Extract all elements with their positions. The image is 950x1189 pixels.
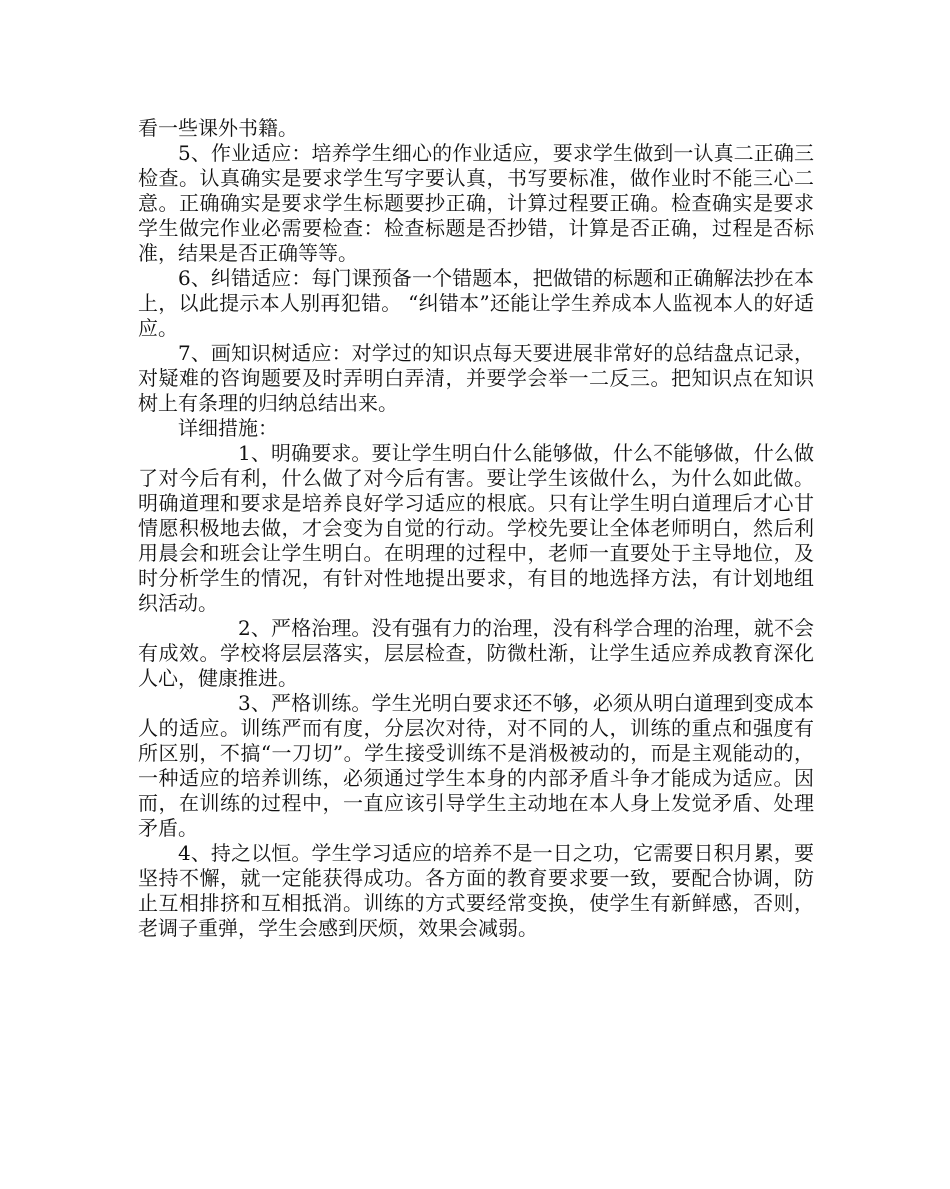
section-heading-measures: 详细措施： <box>178 416 278 440</box>
paragraph-knowledge-tree-habit: 7、画知识树适应：对学过的知识点每天要进展非常好的总结盘点记录，对疑难的咨询题要及时弄明白弄清，并要学会举一二反三。把知识点在知识树上有条理的归纳总结出来。 <box>138 341 814 415</box>
document-body <box>138 116 814 941</box>
paragraph-clear-requirements: 1、明确要求。要让学生明白什么能够做，什么不能够做，什么做了对今后有利，什么做了对今后有害。要让学生该做什么，为什么如此做。明确道理和要求是培养良好学习适应的根底。只有让学生明白道理后才心甘情愿积极地去做，才会变为自觉的行动。学校先要让全体老师明白，然后利用晨会和班会让学生明白。在明理的过程中，老师一直要处于主导地位，及时分析学生的情况，有针对性地提出要求，有目的地选择方法，有计划地组织活动。 <box>138 441 814 615</box>
paragraph-error-correction-habit: 6、纠错适应：每门课预备一个错题本，把做错的标题和正确解法抄在本上，以此提示本人别再犯错。 “纠错本”还能让学生养成本人监视本人的好适应。 <box>138 266 814 340</box>
paragraph-strict-training: 3、严格训练。学生光明白要求还不够，必须从明白道理到变成本人的适应。训练严而有度，分层次对待，对不同的人，训练的重点和强度有所区别，不搞“一刀切”。学生接受训练不是消极被动的，而是主观能动的，一种适应的培养训练，必须通过学生本身的内部矛盾斗争才能成为适应。因而，在训练的过程中，一直应该引导学生主动地在本人身上发觉矛盾、处理矛盾。 <box>138 691 814 840</box>
paragraph-perseverance: 4、持之以恒。学生学习适应的培养不是一日之功，它需要日积月累，要坚持不懈，就一定能获得成功。各方面的教育要求要一致，要配合协调，防止互相排挤和互相抵消。训练的方式要经常变换，使学生有新鲜感，否则，老调子重弹，学生会感到厌烦，效果会减弱。 <box>138 841 814 940</box>
paragraph-continuation: 看一些课外书籍。 <box>138 116 298 140</box>
paragraph-homework-habit: 5、作业适应：培养学生细心的作业适应，要求学生做到一认真二正确三检查。认真确实是要求学生写字要认真，书写要标准，做作业时不能三心二意。正确确实是要求学生标题要抄正确，计算过程要正确。检查确实是要求学生做完作业必需要检查：检查标题是否抄错，计算是否正确，过程是否标准，结果是否正确等等。 <box>138 141 814 265</box>
paragraph-strict-management: 2、严格治理。没有强有力的治理，没有科学合理的治理，就不会有成效。学校将层层落实，层层检查，防微杜渐，让学生适应养成教育深化人心，健康推进。 <box>138 616 814 690</box>
